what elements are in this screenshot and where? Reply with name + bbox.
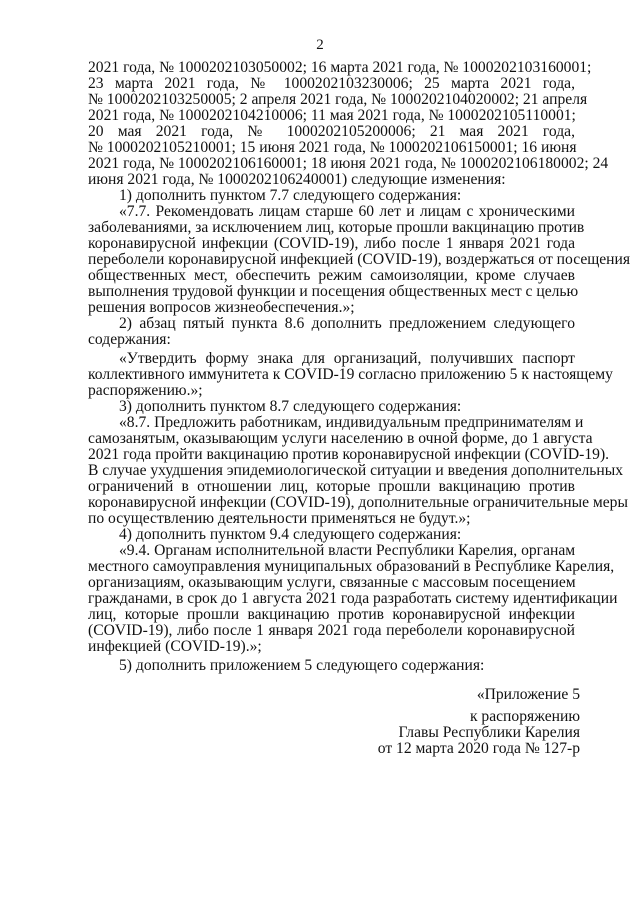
text-line: № 1000202105210001; 15 июня 2021 года, № 1000202106150001; 16 июня (88, 139, 577, 156)
appendix-line: к распоряжению (469, 708, 580, 725)
text-line: инфекцией (COVID-19).»; (88, 638, 262, 655)
text-line: переболели коронавирусной инфекцией (COVID-19), воздержаться от посещения (88, 251, 631, 268)
text-line: решения вопросов жизнеобеспечения.»; (88, 299, 355, 316)
text-line: коронавирусной инфекции (COVID-19), либо после 1 января 2021 года (88, 235, 575, 252)
text-line: общественных мест, обеспечить режим самоизоляции, кроме случаев (88, 267, 575, 284)
text-line: № 1000202103250005; 2 апреля 2021 года, № 1000202104020002; 21 апреля (88, 91, 588, 108)
text-line: организациям, оказывающим услуги, связанные с массовым посещением (88, 574, 576, 591)
text-line: 2021 года, № 1000202103050002; 16 марта 2021 года, № 1000202103160001; (88, 59, 592, 76)
text-line: самозанятым, оказывающим услуги населению в очной форме, до 1 августа (88, 430, 593, 447)
text-line: местного самоуправления муниципальных образований в Республике Карелия, (88, 558, 615, 575)
text-line: 4) дополнить пунктом 9.4 следующего содержания: (119, 526, 462, 543)
text-line: по осуществлению деятельности применяться не будут.»; (88, 510, 471, 527)
appendix-line: от 12 марта 2020 года № 127-р (377, 740, 580, 757)
text-line: июня 2021 года, № 1000202106240001) следующие изменения: (88, 171, 506, 188)
text-line: 20 мая 2021 года, № 1000202105200006; 21 мая 2021 года, (88, 123, 575, 140)
text-line: ограничений в отношении лиц, которые прошли вакцинацию против (88, 478, 575, 495)
text-line: В случае ухудшения эпидемиологической ситуации и введения дополнительных (88, 462, 623, 479)
text-line: распоряжению.»; (88, 382, 203, 399)
appendix-line: «Приложение 5 (476, 686, 580, 703)
text-line: лиц, которые прошли вакцинацию против коронавирусной инфекции (88, 606, 575, 623)
text-line: заболеваниями, за исключением лиц, которые прошли вакцинацию против (88, 219, 585, 236)
text-line: «7.7. Рекомендовать лицам старше 60 лет и лицам с хроническими (119, 203, 575, 220)
text-line: 1) дополнить пунктом 7.7 следующего содержания: (119, 187, 462, 204)
text-line: 3) дополнить пунктом 8.7 следующего содержания: (119, 398, 462, 415)
page-number: 2 (316, 37, 324, 53)
text-line: коронавирусной инфекции (COVID-19), дополнительные ограничительные меры (88, 494, 628, 511)
text-line: 2021 года, № 1000202104210006; 11 мая 2021 года, № 1000202105110001; (88, 107, 576, 124)
text-line: «9.4. Органам исполнительной власти Республики Карелия, органам (119, 542, 576, 559)
text-line: 2) абзац пятый пункта 8.6 дополнить предложением следующего (119, 315, 575, 332)
appendix-header (340, 687, 580, 757)
text-line: 23 марта 2021 года, № 1000202103230006; 25 марта 2021 года, (88, 75, 575, 92)
text-line: 2021 года пройти вакцинацию против коронавирусной инфекции (COVID-19). (88, 446, 610, 463)
text-line: содержания: (88, 331, 171, 348)
text-line: «8.7. Предложить работникам, индивидуальным предпринимателям и (119, 414, 584, 431)
text-line: 5) дополнить приложением 5 следующего содержания: (119, 657, 485, 674)
text-line: гражданами, в срок до 1 августа 2021 года разработать систему идентификации (88, 590, 618, 607)
text-line: выполнения трудовой функции и посещения общественных мест с целью (88, 283, 579, 300)
document-body (88, 59, 631, 674)
text-line: 2021 года, № 1000202106160001; 18 июня 2021 года, № 1000202106180002; 24 (88, 155, 609, 172)
text-line: (COVID-19), либо после 1 января 2021 года переболели коронавирусной (88, 622, 575, 639)
appendix-line: Главы Республики Карелия (398, 724, 580, 741)
text-line: коллективного иммунитета к COVID-19 согласно приложению 5 к настоящему (88, 366, 613, 383)
text-line: «Утвердить форму знака для организаций, получивших паспорт (119, 350, 575, 367)
